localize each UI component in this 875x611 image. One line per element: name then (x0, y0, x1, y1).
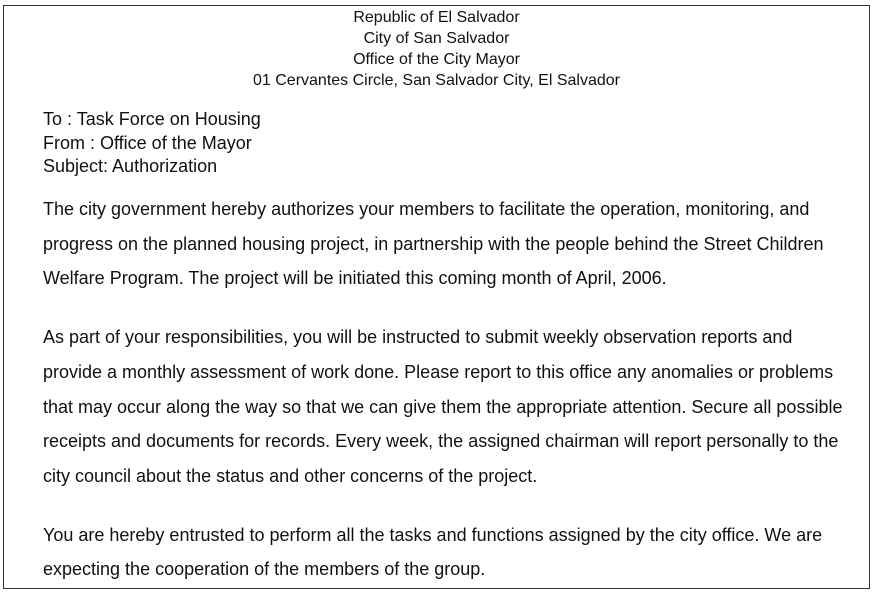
letterhead-address: 01 Cervantes Circle, San Salvador City, El Salvador (253, 72, 620, 89)
body-paragraph-2: As part of your responsibilities, you will be instructed to submit weekly observation reports and provide a monthly assessment of work done. Please report to this office any anomalies or problems that may occur along the way so that we can give them the appropriate attention. Secure all possible receipts and documents for records. Every week, the assigned chairman will report personally to the city council about the status and other concerns of the project. (43, 327, 843, 486)
memo-fields (43, 108, 261, 179)
letterhead-country: Republic of El Salvador (353, 9, 520, 26)
memo-body (43, 192, 843, 611)
memo-from: From : Office of the Mayor (43, 132, 252, 153)
body-paragraph-1: The city government hereby authorizes your members to facilitate the operation, monitoring, and progress on the planned housing project, in partnership with the people behind the Street Children Welfare Program. The project will be initiated this coming month of April, 2006. (43, 199, 824, 289)
body-paragraph-3: You are hereby entrusted to perform all the tasks and functions assigned by the city office. We are expecting the cooperation of the members of the group. (43, 524, 823, 580)
memo-to: To : Task Force on Housing (43, 109, 261, 129)
letterhead-city: City of San Salvador (363, 30, 510, 47)
memo-document (3, 5, 870, 589)
letterhead-office: Office of the City Mayor (353, 51, 520, 68)
memo-subject: Subject: Authorization (43, 156, 218, 176)
letterhead (4, 6, 869, 91)
